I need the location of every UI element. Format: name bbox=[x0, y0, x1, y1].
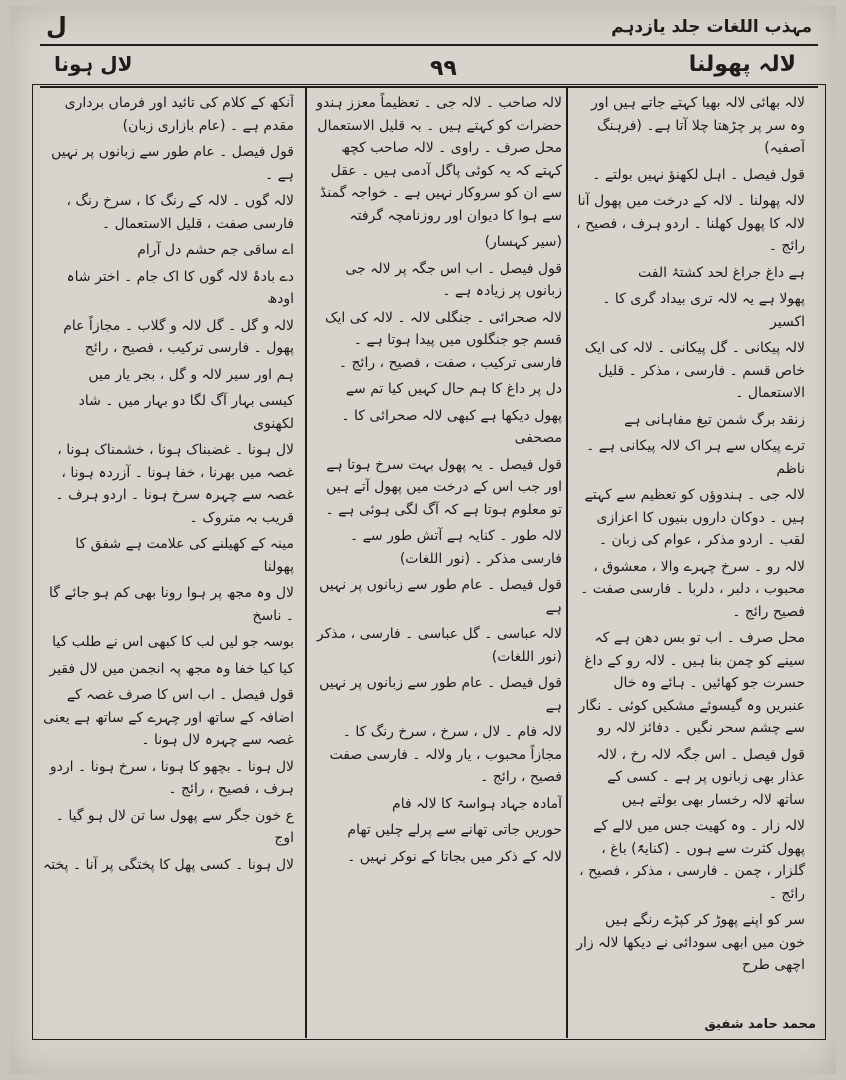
column-right bbox=[575, 92, 805, 1030]
entry-paragraph: قول فیصل ۔ اہل لکھنؤ نہیں بولتے ۔ bbox=[592, 166, 805, 183]
entry-paragraph: قول فیصل ۔ عام طور سے زبانوں پر نہیں ہے ۔ bbox=[51, 144, 294, 183]
entry-paragraph: حوریں جاتی تھانے سے پرلے چلیں تھام bbox=[347, 822, 562, 838]
entry-paragraph: لالہ جی ۔ ہندوؤں کو تعظیم سے کہتے ہیں ۔ دوکان داروں بنیوں کا اعزازی لقب ۔ اردو مذکر ، عوام کی زبان ۔ bbox=[584, 487, 805, 548]
entry-paragraph: ہے داغ جراغ لحد کشتۂ الفت bbox=[638, 264, 805, 281]
entry-paragraph: دے بادۂ لالہ گوں کا اک جام ۔ اختر شاہ اودھ bbox=[66, 268, 294, 307]
entry-paragraph: لال ہونا ۔ کسی پھل کا پختگی پر آنا ۔ پختہ bbox=[43, 856, 294, 873]
entry-paragraph: لالہ کے ذکر میں بجاتا کے نوکر نہیں ۔ bbox=[347, 848, 562, 865]
entry-paragraph: لالہ طور ۔ کنایہ ہے آتش طور سے ۔ فارسی مذکر ۔ (نور اللغات) bbox=[350, 528, 562, 567]
entry-paragraph: قول فیصل ۔ اس جگہ لالہ رخ ، لالہ عذار بھی زبانوں پر ہے ۔ کسی کے ساتھ لالہ رخسار بھی بولتے ہیں bbox=[596, 746, 805, 808]
entry-paragraph: زنقد برگ شمن تیغ مفاہانی ہے bbox=[624, 411, 805, 428]
entry-paragraph: قول فیصل ۔ عام طور سے زبانوں پر نہیں ہے bbox=[319, 675, 562, 714]
entry-paragraph: (سیر کہسار) bbox=[484, 234, 562, 250]
page-number: ۹۹ bbox=[430, 56, 457, 81]
column-left bbox=[42, 92, 294, 1030]
entry-paragraph: قول فیصل ۔ عام طور سے زبانوں پر نہیں ہے bbox=[319, 577, 562, 616]
entry-paragraph: لالہ گوں ۔ لالہ کے رنگ کا ، سرخ رنگ ، فارسی صفت ، قلیل الاستعمال ۔ bbox=[66, 193, 294, 232]
entry-paragraph: سر کو اپنے پھوڑ کر کپڑے رنگے ہیں خون میں ابھی سودائی نے دیکھا لالہ زار اچھی طرح bbox=[576, 912, 805, 973]
entry-paragraph: محل صرف ۔ اب تو بس دھن ہے کہ سینے کو چمن بنا ہیں ۔ لالہ رو کے داغ حسرت جو کھائیں ۔ ہائے وہ خال عنبریں وہ گیسوئے مشکیں کوئی ۔ نگار سے چشم سحر نگیں ۔ دفائز لالہ رو bbox=[578, 630, 805, 736]
entry-paragraph: کیا کیا خفا وہ مجھ پہ انجمن میں لال فقیر bbox=[49, 660, 294, 677]
entry-paragraph: لالہ صحرائی ۔ جنگلی لالہ ۔ لالہ کی ایک قسم جو جنگلوں میں پیدا ہوتا ہے ۔ فارسی ترکیب ، صفت ، فصیح ، رائج ۔ bbox=[324, 309, 562, 371]
top-rule bbox=[40, 44, 818, 46]
book-title: مہذب اللغات جلد یازدہم bbox=[611, 17, 812, 37]
entry-paragraph: لالہ زار ۔ وہ کھیت جس میں لالے کے پھول کثرت سے ہوں ۔ (کنایۃً) باغ ، گلزار ، چمن ۔ فارسی ، مذکر ، فصیح ، رائج ۔ bbox=[579, 818, 805, 902]
entry-paragraph: اے ساقی جم حشم دل آرام bbox=[137, 242, 294, 258]
entry-paragraph: کیسی بہار آگ لگا دو بہار میں ۔ شاد لکھنوی bbox=[78, 393, 294, 432]
entry-paragraph: آمادہ جہاد ہواسۃ کا لالہ فام bbox=[392, 795, 562, 812]
entry-paragraph: قول فیصل ۔ اب اس جگہ پر لالہ جی زبانوں پر زیادہ ہے ۔ bbox=[345, 260, 562, 299]
signature: محمد حامد شفیق bbox=[704, 1017, 816, 1032]
entry-paragraph: لالہ پھولنا ۔ لالہ کے درخت میں پھول آنا لالہ کا پھول کھلنا ۔ اردو ہرف ، فصیح ، رائج ۔ bbox=[576, 193, 805, 254]
entry-paragraph: پھول دیکھا ہے کبھی لالہ صحرائی کا ۔ مصحفی bbox=[341, 407, 562, 446]
entry-paragraph: آنکھ کے کلام کی تائید اور فرماں برداری مقدم ہے ۔ (عام بازاری زبان) bbox=[64, 95, 294, 134]
entry-paragraph: دل پر داغ کا ہم حال کہیں کیا تم سے bbox=[345, 381, 562, 397]
column-divider-right bbox=[566, 86, 568, 1038]
entry-paragraph: لالہ و گل ۔ گل لالہ و گلاب ۔ مجازاً عام پھول ۔ فارسی ترکیب ، فصیح ، رائج bbox=[63, 317, 294, 356]
corner-letter: ل bbox=[46, 12, 67, 40]
entry-paragraph: لالہ رو ۔ سرخ چہرے والا ، معشوق ، محبوب ، دلبر ، دلربا ۔ فارسی صفت ۔ فصیح رائج ۔ bbox=[580, 558, 805, 620]
entry-paragraph: ہم اور سیر لالہ و گل ، بجر یار میں bbox=[88, 366, 294, 383]
entry-paragraph: لالہ عباسی ۔ گل عباسی ۔ فارسی ، مذکر (نور اللغات) bbox=[316, 626, 562, 665]
entry-paragraph: لالہ فام ۔ لال ، سرخ ، سرخ رنگ کا ۔ مجازاً محبوب ، یار ولالہ ۔ فارسی صفت فصیح ، رائج ۔ bbox=[329, 724, 562, 785]
entry-paragraph: قول فیصل ۔ اب اس کا صرف غصہ کے اضافہ کے ساتھ اور چہرے کے ساتھ ہے یعنی غصہ سے چہرہ لال ہونا ۔ bbox=[43, 687, 294, 748]
entry-paragraph: ع خون جگر سے پھول سا تن لال ہو گیا ۔ اوج bbox=[55, 807, 294, 846]
column-middle bbox=[312, 92, 562, 1030]
entry-paragraph: بوسہ جو لیں لب کا کبھی اس نے طلب کیا bbox=[52, 634, 294, 650]
entry-paragraph: لال وہ مجھ پر ہوا رونا بھی کم ہو جائے گا ۔ ناسخ bbox=[48, 585, 294, 624]
entry-paragraph: قول فیصل ۔ یہ پھول بہت سرخ ہوتا ہے اور جب اس کے درخت میں پھول آتے ہیں تو معلوم ہوتا ہے کہ آگ لگی ہوئی ہے ۔ bbox=[325, 456, 562, 518]
running-headword-left: لال ہونا bbox=[54, 52, 133, 76]
entry-paragraph: لالہ بھائی لالہ بھیا کہتے جاتے ہیں اور وہ سر پر چڑھتا چلا آتا ہے۔ (فرہنگ آصفیہ) bbox=[591, 95, 805, 156]
running-headword-right: لالہ پھولنا bbox=[688, 52, 796, 77]
entry-paragraph: مینہ کے کھیلنے کی علامت ہے شفق کا پھولنا bbox=[75, 536, 294, 575]
entry-paragraph: لالہ پیکانی ۔ گل پیکانی ۔ لالہ کی ایک خاص قسم ۔ فارسی ، مذکر ۔ قلیل الاستعمال ۔ bbox=[584, 340, 805, 401]
entry-paragraph: لال ہونا ۔ غضبناک ہونا ، خشمناک ہونا ، غصہ میں بھرنا ، خفا ہونا ۔ آزردہ ہونا ، غصہ سے چہرہ سرخ ہونا ۔ اردو ہرف ۔ قریب بہ متروک ۔ bbox=[55, 442, 294, 526]
entry-paragraph: پھولا ہے یہ لالہ تری بیداد گری کا ۔ اکسیر bbox=[602, 291, 805, 330]
entry-paragraph: لالہ صاحب ۔ لالہ جی ۔ تعظیماً معزز ہندو حضرات کو کہتے ہیں ۔ بہ قلیل الاستعمال محل صرف ۔ راوی ۔ لالہ صاحب کچھ کہتے کہ یہ کوئی پاگل آدمی ہیں ۔ عقل سے ان کو سروکار نہیں ہے ۔ خواجہ گمنڈ سے ہوا کا دیوان اور روزنامچہ گرفتہ bbox=[316, 95, 562, 224]
entry-paragraph: ترے پیکاں سے ہر اک لالہ پیکانی ہے ۔ ناظم bbox=[586, 438, 805, 477]
entry-paragraph: لال ہونا ۔ بچھو کا ہونا ، سرخ ہونا ۔ اردو ہرف ، فصیح ، رائج ۔ bbox=[49, 758, 294, 797]
column-divider-left bbox=[305, 86, 307, 1038]
